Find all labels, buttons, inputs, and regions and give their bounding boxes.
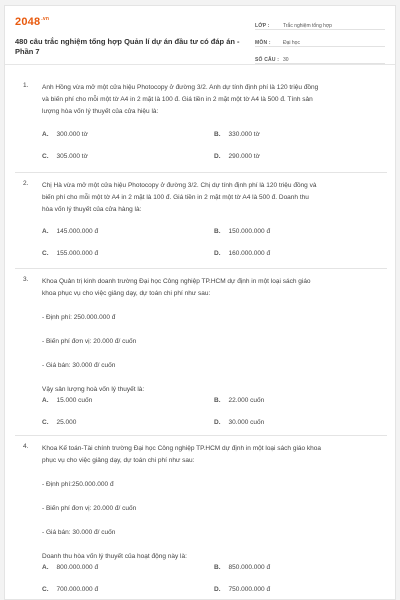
- option-letter: D.: [214, 153, 221, 160]
- option-text: 155.000.000 đ: [56, 250, 99, 257]
- option-letter: A.: [42, 564, 49, 571]
- option-c[interactable]: [42, 419, 76, 426]
- question-line-gap: [42, 300, 383, 312]
- option-text: 160.000.000 đ: [228, 250, 271, 257]
- option-a[interactable]: [42, 131, 88, 138]
- option-letter: B.: [214, 564, 221, 571]
- question-line-gap: [42, 467, 383, 479]
- question-line: hòa vốn lý thuyết của cửa hàng là:: [42, 206, 142, 213]
- question-line-gap: [42, 515, 383, 527]
- option-letter: A.: [42, 397, 49, 404]
- question-line: biến phí cho mỗi một tờ A4 in 2 mặt là 100 đ. Giá tiền in 2 mặt một tờ A4 là 500 đ. Doanh thu: [42, 194, 309, 201]
- question-line: - Giá bán: 30.000 đ/ cuốn: [42, 529, 116, 536]
- option-letter: D.: [214, 250, 221, 257]
- option-text: 330.000 tờ: [228, 131, 260, 138]
- question-1: [15, 82, 387, 172]
- option-letter: C.: [42, 419, 49, 426]
- option-text: 305.000 tờ: [56, 153, 88, 160]
- option-text: 700.000.000 đ: [56, 586, 99, 593]
- option-b[interactable]: [214, 131, 260, 138]
- option-text: 25.000: [56, 419, 77, 426]
- option-letter: C.: [42, 153, 49, 160]
- option-letter: D.: [214, 586, 221, 593]
- question-divider: [15, 172, 387, 173]
- question-line: - Biến phí đơn vị: 20.000 đ/ cuốn: [42, 505, 137, 512]
- question-line: Chị Hà vừa mở một cửa hiệu Photocopy ở đường 3/2. Chị dự tính định phí là 120 triệu đồng và: [42, 182, 317, 189]
- question-number: 3.: [23, 276, 29, 283]
- question-line-gap: [42, 539, 383, 551]
- option-letter: C.: [42, 250, 49, 257]
- question-number: 1.: [23, 82, 29, 89]
- option-d[interactable]: [214, 153, 260, 160]
- option-b[interactable]: [214, 228, 270, 235]
- question-2: [15, 180, 387, 268]
- question-4: [15, 443, 387, 593]
- option-c[interactable]: [42, 153, 88, 160]
- meta-label: MÔN :: [255, 40, 271, 46]
- option-text: 22.000 cuốn: [228, 397, 265, 404]
- option-text: 750.000.000 đ: [228, 586, 271, 593]
- meta-subject-row: [255, 33, 385, 47]
- question-line: - Biến phí đơn vị: 20.000 đ/ cuốn: [42, 338, 137, 345]
- question-line: khoa phục vụ cho việc giảng dạy, dự toán chi phí như sau:: [42, 290, 211, 297]
- question-divider: [15, 435, 387, 436]
- option-letter: B.: [214, 131, 221, 138]
- option-text: 150.000.000 đ: [228, 228, 271, 235]
- option-letter: B.: [214, 228, 221, 235]
- option-a[interactable]: [42, 564, 98, 571]
- option-text: 850.000.000 đ: [228, 564, 271, 571]
- question-line: Vậy sản lượng hoà vốn lý thuyết là:: [42, 386, 145, 393]
- option-text: 300.000 tờ: [56, 131, 88, 138]
- question-text: [42, 443, 383, 563]
- question-line: Anh Hồng vừa mở một cửa hiệu Photocopy ở đường 3/2. Anh dự tính định phí là 120 triệu đồng: [42, 84, 319, 91]
- question-number: 4.: [23, 443, 29, 450]
- meta-label: LỚP :: [255, 23, 270, 29]
- meta-label: SỐ CÂU :: [255, 57, 280, 63]
- option-text: 15.000 cuốn: [56, 397, 93, 404]
- option-text: 30.000 cuốn: [228, 419, 265, 426]
- logo-text: 2048: [15, 16, 41, 28]
- question-line-gap: [42, 491, 383, 503]
- question-text: [42, 180, 383, 216]
- question-line-gap: [42, 324, 383, 336]
- option-a[interactable]: [42, 228, 98, 235]
- option-text: 290.000 tờ: [228, 153, 260, 160]
- meta-count-row: [255, 50, 385, 64]
- document-title: 480 câu trắc nghiệm tổng hợp Quản lí dự án đầu tư có đáp án - Phần 7: [15, 37, 240, 56]
- question-line: phục vụ cho việc giảng dạy, dự toán chi phí như sau:: [42, 457, 195, 464]
- option-letter: A.: [42, 131, 49, 138]
- option-text: 145.000.000 đ: [56, 228, 99, 235]
- option-letter: B.: [214, 397, 221, 404]
- site-logo[interactable]: [15, 16, 49, 28]
- question-line: - Định phí: 250.000.000 đ: [42, 314, 116, 321]
- option-b[interactable]: [214, 564, 270, 571]
- meta-value: Trắc nghiệm tổng hợp: [283, 23, 332, 29]
- question-line: Khoa Quản trị kinh doanh trường Đại học Công nghiệp TP.HCM dự định in một loại sách giáo: [42, 278, 311, 285]
- question-line-gap: [42, 372, 383, 384]
- option-a[interactable]: [42, 397, 92, 404]
- question-line-gap: [42, 348, 383, 360]
- question-line: Khoa Kế toán-Tài chính trường Đại học Công nghiệp TP.HCM dự định in một loại sách giáo khoa: [42, 445, 322, 452]
- option-c[interactable]: [42, 250, 98, 257]
- option-letter: C.: [42, 586, 49, 593]
- question-line: lượng hòa vốn lý thuyết của cửa hiệu là:: [42, 108, 159, 115]
- question-text: [42, 82, 383, 118]
- question-line: - Định phí:250.000.000 đ: [42, 481, 114, 488]
- document-header: [5, 6, 395, 65]
- question-line: Doanh thu hòa vốn lý thuyết của hoạt động này là:: [42, 553, 187, 560]
- option-text: 800.000.000 đ: [56, 564, 99, 571]
- question-3: [15, 276, 387, 436]
- option-d[interactable]: [214, 419, 264, 426]
- option-b[interactable]: [214, 397, 264, 404]
- logo-suffix: .vn: [41, 16, 50, 23]
- document-page: [4, 5, 396, 600]
- question-line: - Giá bán: 30.000 đ/ cuốn: [42, 362, 116, 369]
- option-d[interactable]: [214, 250, 270, 257]
- option-letter: A.: [42, 228, 49, 235]
- document-meta: [255, 16, 385, 67]
- option-d[interactable]: [214, 586, 270, 593]
- option-c[interactable]: [42, 586, 98, 593]
- option-letter: D.: [214, 419, 221, 426]
- question-number: 2.: [23, 180, 29, 187]
- meta-value: 30: [283, 57, 289, 63]
- meta-value: Đại học: [283, 40, 300, 46]
- question-text: [42, 276, 383, 396]
- question-divider: [15, 268, 387, 269]
- question-line: và biến phí cho mỗi một tờ A4 in 2 mặt là 100 đ. Giá tiền in 2 mặt một tờ A4 là 500 đ. Tính sản: [42, 96, 313, 103]
- meta-class-row: [255, 16, 385, 30]
